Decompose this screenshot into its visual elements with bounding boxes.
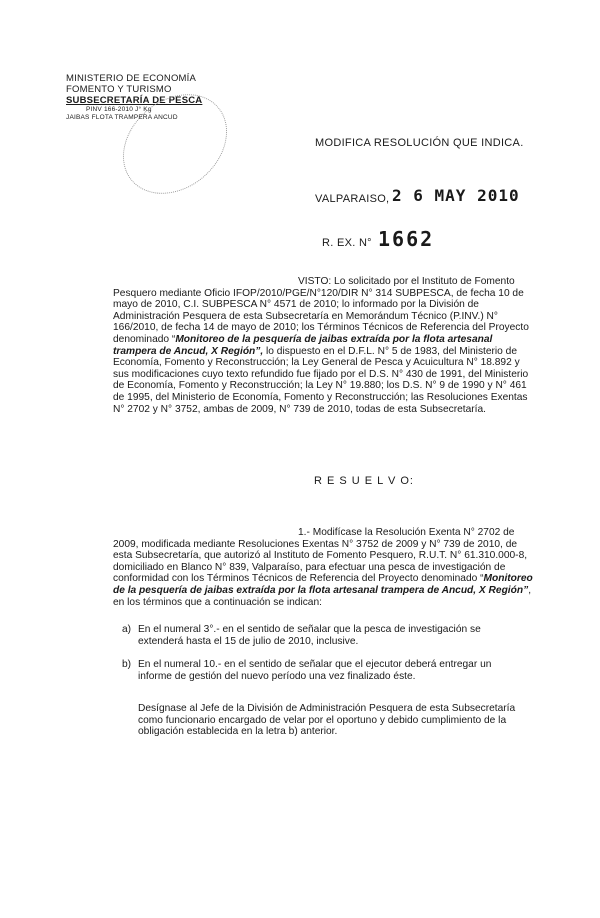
ministry-name: MINISTERIO DE ECONOMÍA: [66, 73, 197, 84]
item-label: b): [122, 659, 132, 671]
resolution-number: 1662: [378, 227, 435, 251]
resolution-paragraph-1: [113, 527, 533, 608]
text-line: de Economía, Fomento y Reconstrucción; la Ley N° 19.880; los D.S. N° 9 de 1990 y N° 461: [113, 380, 527, 392]
text-line: VISTO: Lo solicitado por el Instituto de Fomento: [298, 276, 515, 287]
text-line: sus modificaciones cuyo texto refundido fue fijado por el D.S. N° 430 de 1991, del Ministerio: [113, 368, 529, 380]
resuelvo-heading: R E S U E L V O:: [314, 475, 414, 487]
text-line: extenderá hasta el 15 de julio de 2010, inclusive.: [138, 635, 359, 647]
text-line: N° 2702 y N° 3752, ambas de 2009, N° 739 de 2010, todas de esta Subsecretaría.: [113, 403, 486, 415]
text-line: informe de gestión del nuevo período una vez finalizado éste.: [138, 670, 416, 682]
place: VALPARAISO,: [315, 193, 390, 205]
text-line: 1.- Modifícase la Resolución Exenta N° 2702 de: [298, 527, 515, 538]
subsecretaria-name: SUBSECRETARÍA DE PESCA: [66, 95, 203, 106]
resolution-label: R. EX. N°: [322, 237, 372, 249]
reference-subject: JAIBAS FLOTA TRAMPERA ANCUD: [66, 114, 178, 121]
text-line: trampera de Ancud, X Región”, lo dispuesto en el D.F.L. N° 5 de 1983, del Ministerio de: [113, 345, 518, 357]
text-line: En el numeral 10.- en el sentido de señalar que el ejecutor deberá entregar un: [138, 659, 492, 671]
text-line: Administración Pesquera de esta Subsecretaría en Memorándum Técnico (P.INV.) N°: [113, 310, 498, 322]
date-stamp: 2 6 MAY 2010: [392, 186, 520, 205]
amendment-item: [122, 659, 518, 682]
item-label: a): [122, 624, 132, 635]
designation-paragraph: [138, 703, 518, 738]
text-line: mayo de 2010, C.I. SUBPESCA N° 4571 de 2010; lo informado por la División de: [113, 299, 479, 311]
text-line: En el numeral 3°.- en el sentido de señalar que la pesca de investigación se: [138, 624, 481, 635]
text-line: Economía, Fomento y Reconstrucción; la Ley General de Pesca y Acuicultura N° 18.892 y: [113, 357, 520, 369]
text-line: conformidad con los Términos Técnicos de Referencia del Proyecto denominado “Monitoreo: [113, 573, 533, 585]
visto-paragraph: [113, 276, 529, 415]
text-line: como funcionario encargado de velar por el oportuno y debido cumplimiento de la: [138, 714, 507, 726]
text-line: 166/2010, de fecha 14 de mayo de 2010; los Términos Técnicos de Referencia del Proyecto: [113, 322, 529, 334]
ministry-subname: FOMENTO Y TURISMO: [66, 84, 172, 95]
text-line: 2009, modificada mediante Resoluciones Exentas N° 3752 de 2009 y N° 739 de 2010, de: [113, 538, 518, 550]
text-line: de 1995, del Ministerio de Economía, Fomento y Reconstrucción; las Resoluciones Exentas: [113, 391, 528, 403]
text-line: denominado “Monitoreo de la pesquería de jaibas extraída por la flota artesanal: [113, 333, 493, 345]
text-line: Desígnase al Jefe de la División de Administración Pesquera de esta Subsecretaría: [138, 703, 516, 714]
text-line: en los términos que a continuación se indican:: [113, 596, 322, 608]
text-line: de la pesquería de jaibas extraída por la flota artesanal trampera de Ancud, X Región”,: [113, 584, 532, 596]
amendment-list: [122, 624, 518, 694]
text-line: domiciliado en Blanco N° 839, Valparaíso, para efectuar una pesca de investigación de: [113, 561, 506, 573]
reference-code: PINV 166-2010 J° Kg: [86, 106, 152, 113]
amendment-item: [122, 624, 518, 647]
text-line: esta Subsecretaría, que autorizó al Instituto de Fomento Pesquero, R.U.T. N° 61.310.000-8,: [113, 550, 528, 562]
document-title: MODIFICA RESOLUCIÓN QUE INDICA.: [315, 137, 524, 149]
text-line: Pesquero mediante Oficio IFOP/2010/PGE/N°120/DIR N° 314 SUBPESCA, de fecha 10 de: [113, 287, 524, 299]
text-line: obligación establecida en la letra b) anterior.: [138, 726, 338, 738]
